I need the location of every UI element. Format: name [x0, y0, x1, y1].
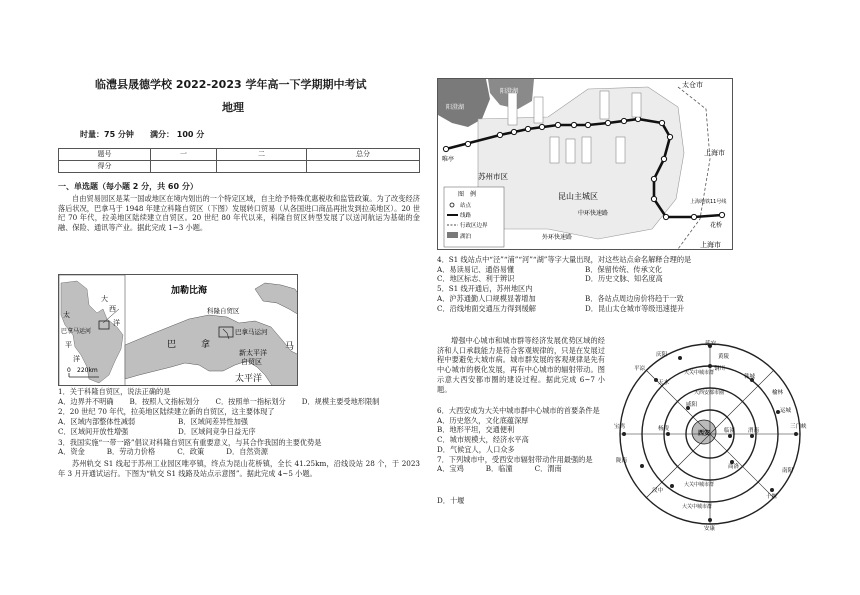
legend-boundary: 行政区边界: [460, 223, 488, 229]
ring-label-3: 大关中城市群: [682, 504, 713, 510]
exam-subject: 地理: [222, 101, 244, 114]
question-6: [437, 406, 607, 455]
s1-line-map: [437, 78, 733, 250]
city-lintong: 临潼: [724, 428, 736, 434]
ring-label-1: 大关中城市群: [684, 482, 715, 488]
city-tianshui: 天水: [658, 380, 670, 386]
s1-label-shanghai2: 上海市: [700, 241, 721, 249]
option-b[interactable]: B．临潼: [485, 464, 513, 474]
option-d[interactable]: D．区域间竞争日益无序: [178, 426, 256, 436]
inset-label-ping: 平: [65, 341, 72, 349]
option-b[interactable]: B．劳动力价格: [106, 447, 156, 457]
inset-label-yang: 洋: [113, 319, 120, 327]
score-row-label: 得分: [59, 161, 151, 173]
option-a[interactable]: A．区域内部整体性减弱: [58, 417, 136, 427]
xian-diagram-svg: [612, 336, 808, 532]
label-new-panama: 新太平洋: [239, 349, 267, 357]
exam-title: 临澧县晟德学校 2022-2023 学年高一下学期期中考试: [95, 78, 367, 91]
inset-label-yang2: 洋: [73, 355, 80, 363]
option-d[interactable]: D．历史文脉、知名度高: [585, 274, 663, 284]
ring-label-inner: 大西安都市圈: [694, 390, 725, 396]
option-b[interactable]: B．区域间差异性加强: [178, 417, 248, 427]
option-d[interactable]: D．自然资源: [226, 447, 268, 457]
option-a[interactable]: A．边界并不明确: [58, 396, 114, 406]
score-table-header-row: [59, 149, 420, 161]
score-label: 满分： 100 分: [150, 130, 205, 139]
s1-label-yangcheng: 阳澄湖: [500, 88, 519, 95]
legend-station: 站点: [460, 203, 472, 209]
option-c[interactable]: C．城市规模大，经济水平高: [437, 435, 529, 445]
passage-s1: 苏州轨交 S1 线起于苏州工业园区唯亭镇，终点为昆山花桥镇，全长 41.25km，沿线设站 28 个，于 2023 年 3 月开通试运行。下图为“轨交 S1 线路及站点示意图”。据此完成 4~5 小题。: [58, 459, 420, 478]
s1-label-huaqiao: 花桥: [710, 222, 723, 229]
option-d[interactable]: D．规模主要受地形限制: [301, 396, 380, 406]
inset-label-canal: 巴拿马运河: [61, 328, 92, 335]
option-d[interactable]: D．昆山太仓城市等级迅速提升: [585, 303, 685, 313]
score-col-header: 二: [217, 149, 307, 161]
s1-line-map-svg: [438, 79, 733, 250]
label-canal: 巴拿马运河: [235, 328, 268, 336]
legend-title: 图 例: [458, 191, 477, 198]
s1-legend: [444, 187, 504, 247]
city-nanyang: 南阳: [782, 468, 794, 474]
city-longnan: 陇南: [616, 458, 628, 464]
city-sanmenxia: 三门峡: [790, 424, 807, 430]
score-col-header: 一: [151, 149, 217, 161]
city-shangluo: 商洛: [728, 464, 740, 470]
label-pacific: 太平洋: [235, 374, 263, 384]
city-tongchuan: 铜川: [714, 366, 726, 372]
label-ma: 马: [285, 342, 295, 352]
s1-label-zhongsha: 中环快速路: [578, 210, 609, 217]
section-heading: 一、单选题（每小题 2 分，共 60 分）: [58, 182, 198, 191]
s1-label-lake: 阳澄湖: [446, 104, 465, 111]
s1-label-kunshan: 昆山主城区: [558, 192, 598, 201]
score-cell[interactable]: [307, 161, 420, 173]
questions-left: [58, 387, 420, 478]
inset-label-tai: 太: [63, 311, 70, 319]
scale-zero: 0: [67, 367, 71, 374]
option-b[interactable]: B．保留传统、传承文化: [585, 264, 663, 274]
option-c[interactable]: C．渭南: [534, 464, 562, 474]
option-b[interactable]: B．地形平坦，交通便利: [437, 425, 515, 435]
question-3: [58, 438, 420, 457]
score-col-header: 总分: [307, 149, 420, 161]
city-qingyang: 庆阳: [656, 352, 668, 358]
inset-label-da: 大: [101, 295, 108, 303]
score-cell[interactable]: [217, 161, 307, 173]
s1-label-waihuan: 外环快速路: [542, 234, 573, 241]
panama-map-svg: [59, 275, 298, 386]
inset-label-xi: 西: [109, 305, 116, 313]
city-shiyan: 十堰: [766, 494, 778, 500]
question-7: [437, 455, 607, 506]
legend-lake: 湖泊: [460, 234, 472, 240]
option-d[interactable]: D．十堰: [437, 496, 465, 506]
option-a[interactable]: A．宝鸡: [437, 464, 464, 474]
city-weinan: 渭南: [748, 428, 760, 434]
label-caribbean: 加勒比海: [171, 286, 208, 296]
question-stem: 3．我国实施“一带一路”倡议对科隆自贸区有重要意义，与其合作我国的主要优势是: [58, 437, 322, 447]
option-c[interactable]: C．地区标志、利于辨识: [437, 274, 515, 284]
option-a[interactable]: A．历史悠久，文化底蕴深厚: [437, 415, 529, 425]
question-stem: 7．下列城市中，受西安市辐射带动作用最强的是: [437, 454, 593, 464]
label-new-panama2: 自贸区: [241, 358, 262, 366]
questions-right: [437, 406, 607, 506]
option-a[interactable]: A．易读易记、通俗易懂: [437, 264, 515, 274]
question-1: [58, 387, 420, 406]
option-a[interactable]: A．沪苏通勤人口规模显著增加: [437, 293, 536, 303]
question-stem: 5．S1 线开通后，苏州地区内: [437, 284, 533, 294]
label-na: 拿: [201, 340, 211, 350]
s1-label-suzhou: 苏州市区: [478, 172, 508, 181]
legend-line: 线路: [460, 213, 472, 219]
score-table-row: [59, 161, 420, 173]
city-yangling: 杨凌: [658, 426, 670, 432]
score-table: [58, 148, 420, 173]
question-5: [437, 284, 817, 313]
question-stem: 2．20 世纪 70 年代，拉美地区陆续建立新的自贸区，这主要体现了: [58, 407, 275, 417]
option-c[interactable]: C．区域间开放性增强: [58, 426, 129, 436]
city-xian: 西安: [698, 430, 711, 437]
panama-map: [58, 274, 298, 386]
city-hanzhong: 汉中: [652, 488, 664, 494]
s1-label-shanghai1: 上海市: [704, 149, 725, 157]
label-colon: 科隆自贸区: [207, 307, 240, 315]
city-xianyang: 咸阳: [686, 402, 698, 408]
option-b[interactable]: B．各站点周边房价将趋于一致: [585, 293, 684, 303]
city-ankang: 安康: [704, 526, 716, 532]
question-4: [437, 255, 817, 284]
time-label: 时量：75 分钟: [80, 130, 134, 139]
city-yulin: 榆林: [772, 390, 784, 396]
ring-label-4: 大关中城市群: [684, 370, 715, 376]
score-col-header: 题号: [59, 149, 151, 161]
passage-xian: 增强中心城市和城市群等经济发展优势区域的经济和人口承载能力是符合客观规律的，只是在发展过程中要避免大城市病。城市群发展的客观规律是先有中心城市的极化发展，再有中心城市的辐射带动。图示意大西安都市圈的建设过程。据此完成 6~7 小题。: [437, 336, 605, 394]
option-b[interactable]: B．按照人文指标划分: [129, 396, 200, 406]
city-yuncheng: 运城: [780, 408, 792, 414]
city-yanan: 延安: [705, 341, 717, 347]
question-2: [58, 407, 420, 436]
option-c[interactable]: C．政策: [177, 447, 205, 457]
city-huangling: 黄陵: [718, 354, 730, 360]
questions-mid: [437, 255, 817, 313]
s1-label-taicang: 太仓市: [682, 81, 703, 89]
city-baoji: 宝鸡: [614, 424, 626, 430]
city-pingliang: 平凉: [634, 366, 646, 372]
option-a[interactable]: A．资金: [58, 447, 85, 457]
s1-label-weiting: 唯亭: [442, 156, 455, 163]
option-c[interactable]: C．按照单一指标划分: [215, 396, 286, 406]
score-cell[interactable]: [151, 161, 217, 173]
question-stem: 1．关于科隆自贸区，说法正确的是: [58, 387, 171, 396]
option-d[interactable]: D．气候宜人，人口众多: [437, 444, 515, 454]
option-c[interactable]: C．沿线地面交通压力得到缓解: [437, 303, 536, 313]
scale-km: 220km: [77, 367, 98, 374]
s1-label-metro: 上海地铁11号线: [690, 199, 727, 205]
question-stem: 6．大西安成为大关中城市群中心城市的首要条件是: [437, 406, 600, 415]
xian-diagram: [612, 336, 808, 532]
city-hancheng: 韩城: [744, 374, 756, 380]
label-ba: 巴: [167, 340, 177, 350]
question-stem: 4．S1 线站点中“泾”“浦”“河”“湖”等字大量出现，对这些站点命名解释合理的是: [437, 255, 692, 264]
intro-paragraph: 自由贸易园区是某一国或地区在境内划出的一个特定区域，自主给予特殊优惠税收和监管政策。为了改变经济落后状况，巴拿马于 1948 年建立科隆自贸区（下图）发展转口贸易（从各国进口商品再批发到拉美地区）。20 世纪 70 年代，拉美地区陆续建立自贸区。20 世纪 80 年代以来，科隆自贸区转型发展了以送河航运为基础的金融、保险、通讯等产业。据此完成 1~3 小题。: [58, 194, 420, 233]
